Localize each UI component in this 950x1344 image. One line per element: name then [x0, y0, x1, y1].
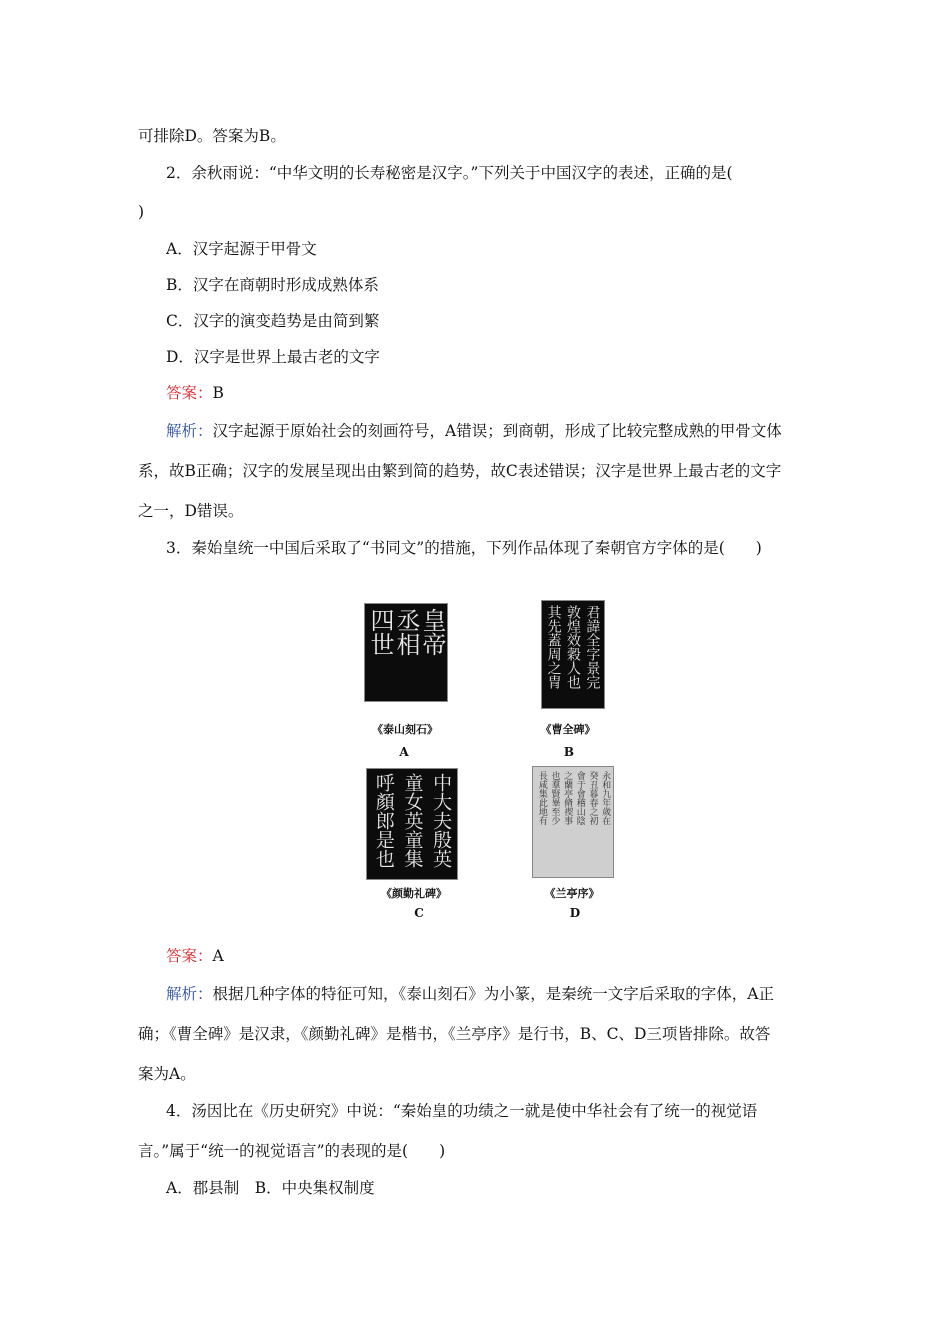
- figure-taishan-stele: [364, 603, 448, 702]
- glyph-column: 之蘭亭脩禊事: [562, 771, 573, 825]
- q4-stem-line-2: 言。”属于“统一的视觉语言”的表现的是( ): [138, 1142, 446, 1160]
- q2-stem-end: ): [138, 203, 145, 221]
- q4-stem: 4．汤因比在《历史研究》中说：“秦始皇的功绩之一就是使中华社会有了统一的视觉语: [166, 1102, 758, 1120]
- figure-lanting-preface: [532, 766, 614, 878]
- glyph-column: 會于會稽山陰: [574, 771, 585, 825]
- q3-stem: 3．秦始皇统一中国后采取了“书同文”的措施，下列作品体现了秦朝官方字体的是( ): [166, 539, 762, 557]
- q2-option-a: A．汉字起源于甲骨文: [166, 240, 317, 258]
- glyph-column: 也羣賢畢至少: [549, 771, 560, 825]
- answer-value: B: [212, 384, 224, 402]
- analysis-text: 根据几种字体的特征可知，《泰山刻石》为小篆，是秦统一文字后采取的字体，A正: [212, 985, 774, 1003]
- glyph-column: 永和九年歲在: [600, 771, 611, 825]
- figure-caoquan-stele: [541, 600, 605, 709]
- q2-stem: 2．余秋雨说：“中华文明的长寿秘密是汉字。”下列关于中国汉字的表述，正确的是(: [166, 164, 733, 182]
- figure-a-letter: A: [399, 745, 409, 759]
- glyph-column: 癸丑暮春之初: [587, 771, 598, 825]
- q3-analysis-line-2: 确；《曹全碑》是汉隶，《颜勤礼碑》是楷书，《兰亭序》是行书，B、C、D三项皆排除。故答: [138, 1025, 771, 1043]
- figure-a-caption: 《泰山刻石》: [372, 723, 438, 736]
- figure-d-caption: 《兰亭序》: [544, 887, 600, 900]
- analysis-label: 解析：: [166, 422, 213, 440]
- q2-answer: [166, 383, 224, 403]
- figure-b-caption: 《曹全碑》: [540, 723, 596, 736]
- q3-analysis: [166, 984, 774, 1004]
- q2-option-b: B．汉字在商朝时形成成熟体系: [166, 276, 379, 294]
- analysis-label: 解析：: [166, 985, 213, 1003]
- figure-c-letter: C: [414, 906, 424, 920]
- figure-b-letter: B: [563, 745, 575, 759]
- answer-value: A: [212, 947, 224, 965]
- glyph-column: 君諱全字景完: [584, 605, 601, 689]
- q3-answer: [166, 946, 224, 966]
- q4-options: A．郡县制 B．中央集权制度: [166, 1179, 375, 1197]
- q2-analysis: [166, 421, 782, 441]
- glyph-column: 四世: [366, 608, 394, 656]
- analysis-text: 汉字起源于原始社会的刻画符号，A错误；到商朝，形成了比较完整成熟的甲骨文体: [212, 422, 782, 440]
- glyph-column: 丞相: [392, 608, 420, 656]
- q2-analysis-line-2: 系，故B正确；汉字的发展呈现出由繁到简的趋势，故C表述错误；汉字是世界上最古老的文字: [138, 462, 782, 480]
- q2-analysis-line-3: 之一，D错误。: [138, 502, 244, 520]
- figure-c-caption: 《颜勤礼碑》: [381, 887, 447, 900]
- paragraph-continuation: 可排除D。答案为B。: [138, 127, 286, 145]
- q3-analysis-line-3: 案为A。: [138, 1065, 196, 1083]
- answer-label: 答案：: [166, 384, 213, 402]
- glyph-column: 長咸集此地有: [536, 771, 547, 825]
- q2-option-c: C．汉字的演变趋势是由简到繁: [166, 312, 380, 330]
- glyph-column: 呼顏郎是也: [372, 773, 395, 868]
- q2-option-d: D．汉字是世界上最古老的文字: [166, 348, 380, 366]
- figure-yanqinli-stele: [366, 768, 458, 880]
- glyph-column: 皇帝: [418, 608, 446, 656]
- glyph-column: 中大夫殷英: [430, 773, 453, 868]
- glyph-column: 敦煌效穀人也: [564, 605, 581, 689]
- glyph-column: 其先蓋周之冑: [545, 605, 562, 689]
- figure-d-letter: D: [569, 906, 581, 920]
- answer-label: 答案：: [166, 947, 213, 965]
- glyph-column: 童女英童集: [401, 773, 424, 868]
